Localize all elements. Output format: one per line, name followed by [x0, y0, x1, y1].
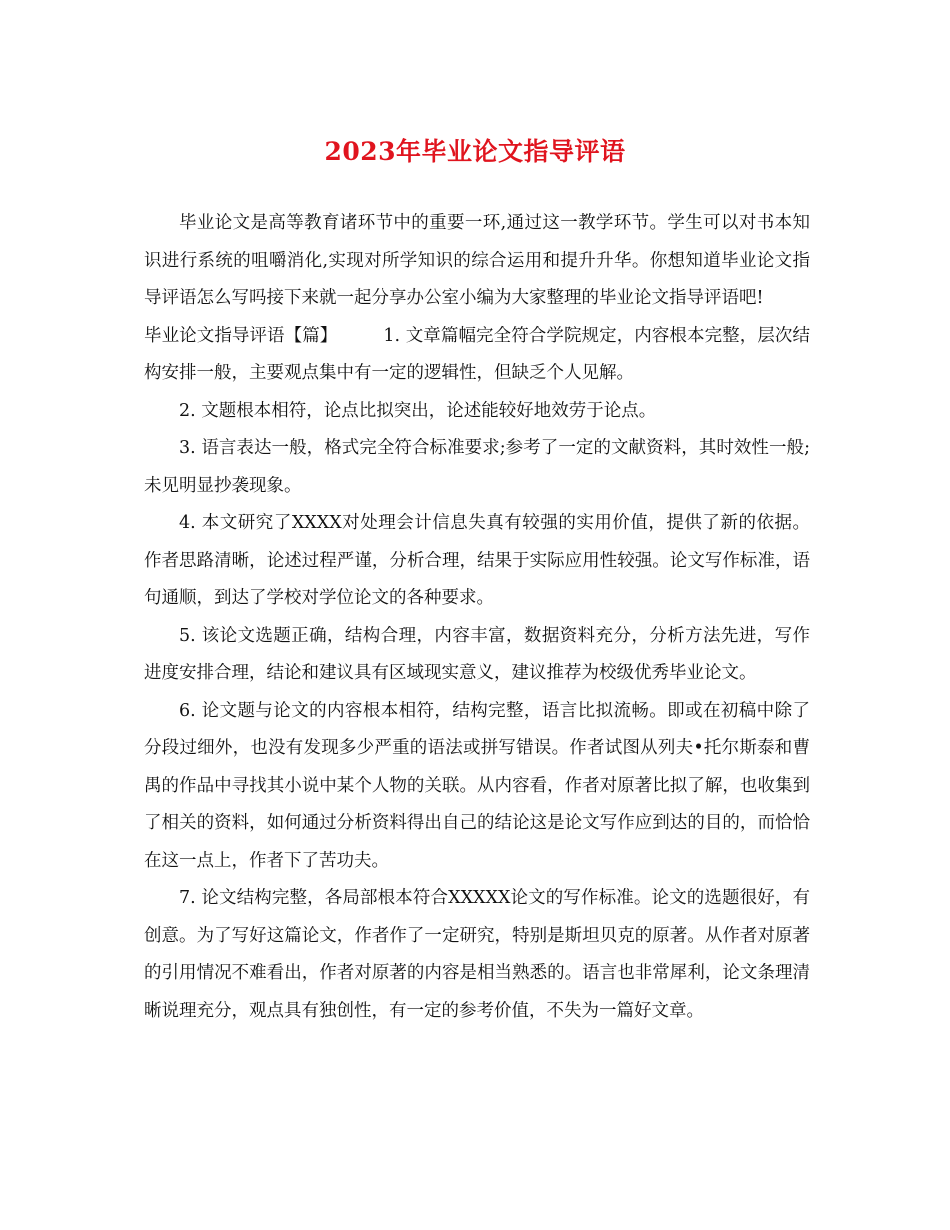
intro-paragraph: 毕业论文是高等教育诸环节中的重要一环,通过这一教学环节。学生可以对书本知识进行系统的咀嚼消化,实现对所学知识的综合运用和提升升华。你想知道毕业论文指导评语怎么写吗接下来就一起分享办公室小编为大家整理的毕业论文指导评语吧!: [144, 213, 810, 308]
comment-1: 1. 文章篇幅完全符合学院规定，内容根本完整，层次结构安排一般，主要观点集中有一定的逻辑性，但缺乏个人见解。: [144, 325, 810, 383]
comment-2: 2. 文题根本相符，论点比拟突出，论述能较好地效劳于论点。: [179, 400, 657, 421]
comment-4: 4. 本文研究了XXXX对处理会计信息失真有较强的实用价值，提供了新的依据。作者思路清晰，论述过程严谨，分析合理，结果于实际应用性较强。论文写作标准，语句通顺，到达了学校对学位论文的各种要求。: [144, 513, 810, 608]
comment-3: 3. 语言表达一般，格式完全符合标准要求;参考了一定的文献资料，其时效性一般;未见明显抄袭现象。: [144, 438, 810, 496]
comment-7: 7. 论文结构完整，各局部根本符合XXXXX论文的写作标准。论文的选题很好，有创意。为了写好这篇论文，作者作了一定研究，特别是斯坦贝克的原著。从作者对原著的引用情况不难看出，作者对原著的内容是相当熟悉的。语言也非常犀利，论文条理清晰说理充分，观点具有独创性，有一定的参考价值，不失为一篇好文章。: [144, 888, 810, 1021]
comment-6: 6. 论文题与论文的内容根本相符，结构完整，语言比拟流畅。即或在初稿中除了分段过细外，也没有发现多少严重的语法或拼写错误。作者试图从列夫•托尔斯泰和曹禺的作品中寻找其小说中某个人物的关联。从内容看，作者对原著比拟了解，也收集到了相关的资料，如何通过分析资料得出自己的结论这是论文写作应到达的目的，而恰恰在这一点上，作者下了苦功夫。: [144, 700, 810, 871]
section-heading: 毕业论文指导评语【篇】: [144, 325, 338, 346]
comment-paragraph-1: [144, 318, 810, 393]
document-body: [144, 205, 810, 1030]
comment-5: 5. 该论文选题正确，结构合理，内容丰富，数据资料充分，分析方法先进，写作进度安排合理，结论和建议具有区域现实意义，建议推荐为校级优秀毕业论文。: [144, 625, 810, 683]
document-title: 2023年毕业论文指导评语: [324, 137, 626, 166]
